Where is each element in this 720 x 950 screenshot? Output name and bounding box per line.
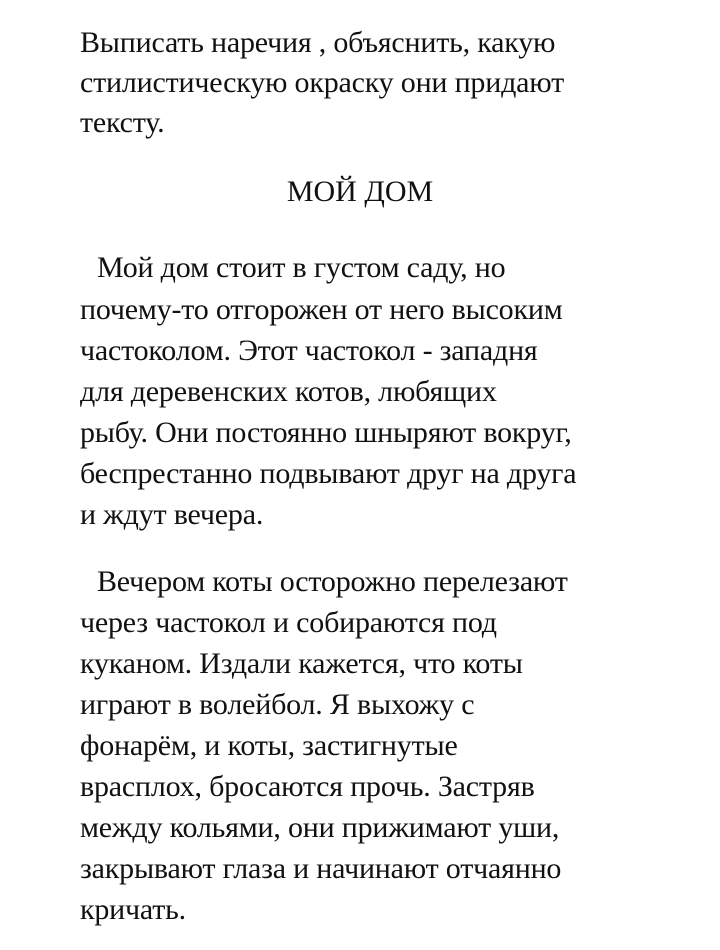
paragraph1-line-3: частоколом. Этот частокол - западня: [80, 334, 538, 367]
paragraph2-line-5: фонарём, и коты, застигнутые: [80, 729, 458, 762]
paragraph2-line-3: куканом. Издали кажется, что коты: [80, 647, 523, 680]
task-line-1: Выписать наречия , объяснить, какую: [80, 26, 556, 59]
paragraph2-line-7: между кольями, они прижимают уши,: [80, 811, 560, 844]
document-title: МОЙ ДОМ: [286, 175, 434, 208]
paragraph2-line-2: через частокол и собираются под: [80, 606, 497, 639]
paragraph2-line-4: играют в волейбол. Я выхожу с: [80, 688, 475, 721]
paragraph1-line-7: и ждут вечера.: [80, 498, 264, 531]
paragraph1-line-4: для деревенских котов, любящих: [80, 375, 497, 408]
paragraph2-line-9: кричать.: [80, 893, 186, 926]
paragraph1-line-6: беспрестанно подвывают друг на друга: [80, 457, 577, 490]
paragraph2-line-1: Вечером коты осторожно перелезают: [97, 565, 568, 598]
paragraph1-line-2: почему-то отгорожен от него высоким: [80, 293, 563, 326]
paragraph1-line-1: Мой дом стоит в густом саду, но: [97, 251, 506, 284]
paragraph2-line-8: закрывают глаза и начинают отчаянно: [80, 852, 562, 885]
paragraph2-line-6: врасплох, бросаются прочь. Застряв: [80, 770, 535, 803]
task-line-2: стилистическую окраску они придают: [80, 66, 564, 99]
task-line-3: тексту.: [80, 106, 165, 139]
paragraph1-line-5: рыбу. Они постоянно шныряют вокруг,: [80, 416, 572, 449]
